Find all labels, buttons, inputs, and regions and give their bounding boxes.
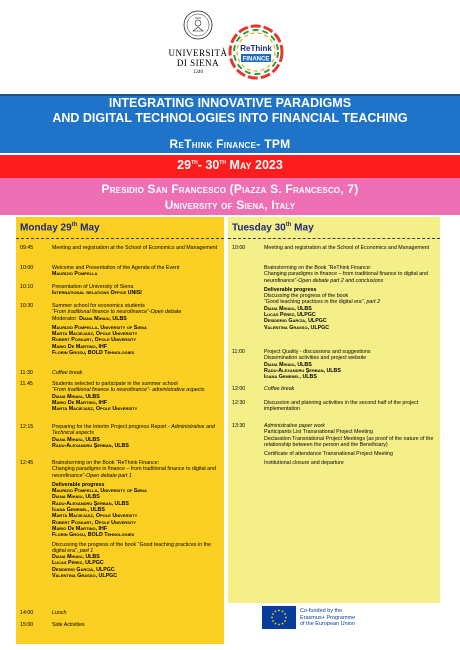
monday-heading-rule [16, 238, 224, 239]
logo-area [0, 0, 460, 92]
tuesday-heading: Tuesday 30th May [232, 222, 314, 234]
event-subtitle: ReThink Finance- TPM [169, 137, 291, 151]
eu-cofunded-text: Co-funded by the Erasmus+ Programme of the European Union [300, 608, 356, 628]
rethink-logo-text-1: ReThink [240, 44, 272, 53]
rethink-finance-logo [228, 24, 284, 80]
event-date: 29th- 30th May 2023 [177, 158, 283, 172]
eu-flag-icon [262, 606, 296, 629]
title-line-2: AND DIGITAL TECHNOLOGIES INTO FINANCIAL TEACHING [52, 111, 408, 125]
erasmus-cofunded-logo [262, 606, 412, 630]
venue-line-2: University of Siena, Italy [164, 198, 296, 212]
page-title [0, 96, 460, 126]
title-line-1: INTEGRATING INNOVATIVE PARADIGMS [108, 96, 352, 110]
venue-line-1: Presidio San Francesco (Piazza S. Francesco, 7) [101, 182, 359, 196]
university-seal-icon [183, 10, 213, 40]
university-of-siena-logo [158, 10, 238, 75]
tuesday-heading-rule [228, 238, 440, 239]
unisi-name-line2: DI SIENA [176, 58, 220, 68]
rethink-logo-text-2: FINANCE [242, 56, 270, 63]
unisi-name-line1: UNIVERSITÀ [168, 48, 228, 58]
monday-heading: Monday 29th May [20, 222, 100, 234]
unisi-year: 1240 [193, 70, 203, 75]
